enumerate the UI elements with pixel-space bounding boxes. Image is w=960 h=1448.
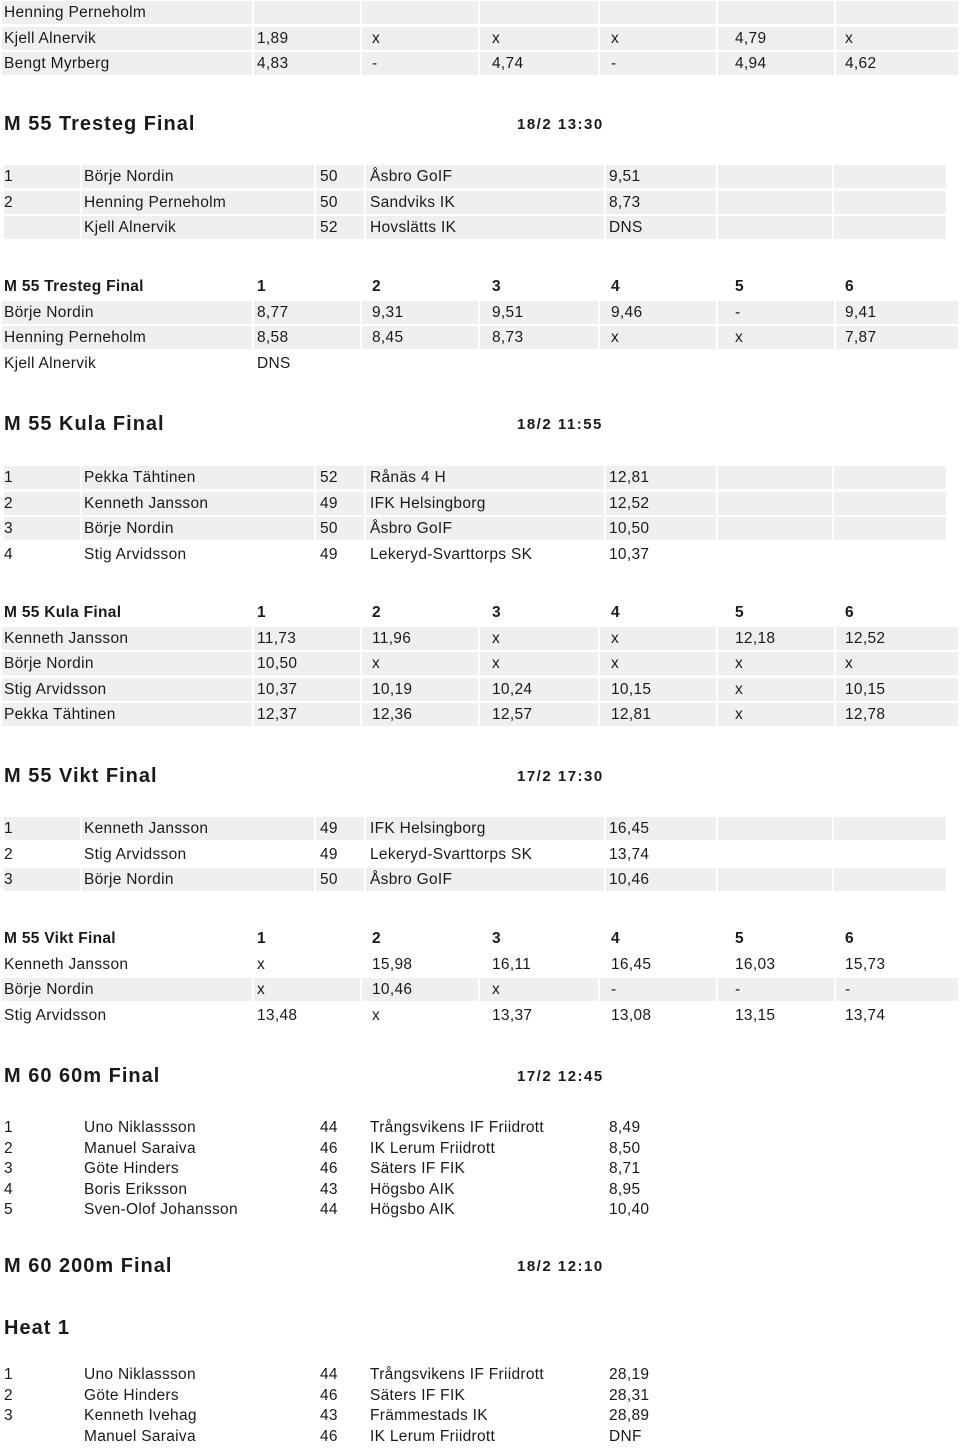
athlete-name: Göte Hinders [84, 1160, 179, 1178]
attempt-2: 10,19 [372, 680, 413, 698]
attempt-3: 12,57 [492, 706, 533, 723]
attempt-number: 6 [845, 930, 854, 947]
attempt-number: 6 [845, 278, 854, 295]
athlete-name: Bengt Myrberg [4, 55, 110, 72]
attempt-2: x [372, 655, 381, 672]
attempt-number: 5 [735, 604, 744, 621]
attempts-row [0, 352, 960, 375]
row-shading [836, 1, 958, 24]
attempts-row [0, 978, 960, 1001]
attempt-1: 10,37 [257, 680, 298, 698]
attempt-6: 13,74 [845, 1006, 886, 1024]
attempt-3: x [492, 655, 501, 672]
place: 3 [4, 1160, 13, 1178]
place: 1 [4, 469, 13, 486]
attempt-number: 4 [611, 278, 620, 295]
result: 28,31 [609, 1386, 650, 1404]
athlete-name: Sven-Olof Johansson [84, 1201, 238, 1219]
athlete-name: Pekka Tähtinen [4, 706, 116, 723]
row-shading [834, 165, 946, 188]
club: Högsbo AIK [370, 1180, 455, 1198]
place: 1 [4, 1366, 13, 1383]
attempts-row [0, 1004, 960, 1027]
event-name: M 55 Kula Final [4, 604, 122, 621]
row-shading [4, 492, 80, 515]
club: Åsbro GoIF [370, 520, 453, 538]
club: IK Lerum Friidrott [370, 1139, 496, 1157]
attempt-number: 2 [372, 604, 381, 621]
row-shading [4, 165, 80, 188]
age: 50 [320, 520, 338, 538]
row-shading [834, 191, 946, 214]
attempt-6: 9,41 [845, 303, 877, 321]
attempt-1: 12,37 [257, 706, 298, 723]
athlete-name: Henning Perneholm [4, 329, 147, 346]
attempt-1: x [257, 981, 266, 998]
attempt-number: 3 [492, 278, 501, 295]
athlete-name: Börje Nordin [4, 303, 94, 321]
result: 8,49 [609, 1119, 641, 1136]
result-row [0, 1198, 960, 1221]
row-shading [718, 517, 832, 540]
age: 46 [320, 1386, 338, 1404]
row-shading [836, 652, 958, 675]
row-shading [4, 817, 80, 840]
result: 28,19 [609, 1366, 650, 1383]
attempt-5: 12,18 [735, 629, 776, 647]
club: Rånäs 4 H [370, 469, 446, 486]
event-name: M 55 Tresteg Final [4, 278, 144, 295]
row-shading [834, 517, 946, 540]
age: 50 [320, 193, 338, 211]
event-name: M 55 Vikt Final [4, 930, 116, 947]
age: 46 [320, 1139, 338, 1157]
age: 52 [320, 469, 338, 486]
result: 28,89 [609, 1407, 650, 1425]
result-row [0, 1178, 960, 1201]
attempts-header-row [0, 927, 960, 950]
row-shading [836, 27, 958, 50]
athlete-name: Kenneth Jansson [84, 494, 209, 512]
attempt-number: 1 [257, 930, 266, 947]
row-shading [836, 978, 958, 1001]
place: 2 [4, 1139, 13, 1157]
attempt-3: x [492, 629, 501, 647]
athlete-name: Henning Perneholm [4, 4, 147, 21]
attempts-header-row [0, 275, 960, 298]
club: Lekeryd-Svarttorps SK [370, 845, 533, 863]
attempt-5: 13,15 [735, 1006, 776, 1024]
result: 13,74 [609, 845, 650, 863]
attempt-number: 3 [492, 604, 501, 621]
age: 43 [320, 1407, 338, 1425]
attempt-5: 4,79 [735, 29, 767, 47]
attempt-5: 4,94 [735, 55, 767, 72]
result-row [0, 1363, 960, 1386]
athlete-name: Kjell Alnervik [4, 354, 97, 372]
athlete-name: Manuel Saraiva [84, 1428, 196, 1446]
age: 52 [320, 219, 338, 237]
row-shading [4, 191, 80, 214]
result-row [0, 543, 960, 566]
age: 44 [320, 1366, 338, 1383]
attempt-3: x [492, 29, 501, 47]
attempt-1: 8,58 [257, 329, 289, 346]
club: Hovslätts IK [370, 219, 457, 237]
result: 8,73 [609, 193, 641, 211]
attempt-2: 9,31 [372, 303, 404, 321]
row-shading [600, 52, 716, 75]
athlete-name: Pekka Tähtinen [84, 469, 196, 486]
athlete-name: Börje Nordin [84, 871, 174, 889]
age: 49 [320, 845, 338, 863]
row-shading [600, 1, 716, 24]
club: Åsbro GoIF [370, 168, 453, 185]
result-row [0, 492, 960, 515]
attempt-3: 13,37 [492, 1006, 533, 1024]
result: 8,71 [609, 1160, 641, 1178]
result-row [0, 517, 960, 540]
attempt-3: 8,73 [492, 329, 524, 346]
place: 2 [4, 193, 13, 211]
row-shading [600, 978, 716, 1001]
attempt-number: 4 [611, 930, 620, 947]
row-shading [254, 1, 360, 24]
result: 8,50 [609, 1139, 641, 1157]
attempt-2: - [372, 55, 378, 72]
club: IFK Helsingborg [370, 820, 486, 837]
row-shading [834, 492, 946, 515]
club: Säters IF FIK [370, 1160, 466, 1178]
result-row [0, 216, 960, 239]
event-datetime: 17/2 12:45 [517, 1068, 604, 1085]
attempt-number: 2 [372, 278, 381, 295]
age: 49 [320, 494, 338, 512]
result: 10,46 [609, 871, 650, 889]
attempt-4: x [611, 655, 620, 672]
row-shading [718, 165, 832, 188]
athlete-name: Börje Nordin [4, 655, 94, 672]
attempt-4: - [611, 55, 617, 72]
attempt-6: 7,87 [845, 329, 877, 346]
event-title: M 55 Tresteg Final [4, 113, 196, 135]
attempt-3: 10,24 [492, 680, 533, 698]
athlete-name: Stig Arvidsson [84, 546, 187, 564]
athlete-name: Kenneth Jansson [4, 629, 129, 647]
result-row [0, 165, 960, 188]
club: Åsbro GoIF [370, 871, 453, 889]
row-shading [834, 466, 946, 489]
athlete-name: Stig Arvidsson [4, 680, 107, 698]
attempt-4: x [611, 29, 620, 47]
attempt-3: x [492, 981, 501, 998]
age: 46 [320, 1428, 338, 1446]
attempt-6: 12,52 [845, 629, 886, 647]
athlete-name: Kjell Alnervik [84, 219, 177, 237]
club: Trångsvikens IF Friidrott [370, 1366, 545, 1383]
attempt-number: 5 [735, 278, 744, 295]
attempt-4: x [611, 329, 620, 346]
club: Högsbo AIK [370, 1201, 455, 1219]
attempts-row [0, 703, 960, 726]
place: 1 [4, 820, 13, 837]
attempt-number: 1 [257, 604, 266, 621]
athlete-name: Göte Hinders [84, 1386, 179, 1404]
athlete-name: Kenneth Jansson [4, 955, 129, 973]
attempt-4: 12,81 [611, 706, 652, 723]
attempt-4: 16,45 [611, 955, 652, 973]
event-title: Heat 1 [4, 1317, 71, 1339]
event-datetime: 18/2 13:30 [517, 116, 604, 133]
attempts-row [0, 326, 960, 349]
athlete-name: Kjell Alnervik [4, 29, 97, 47]
attempts-row [0, 1, 960, 24]
row-shading [362, 52, 478, 75]
attempt-6: x [845, 655, 854, 672]
place: 4 [4, 546, 13, 564]
attempt-1: 8,77 [257, 303, 289, 321]
attempt-6: 15,73 [845, 955, 886, 973]
result-row [0, 191, 960, 214]
attempt-4: 13,08 [611, 1006, 652, 1024]
club: Trångsvikens IF Friidrott [370, 1119, 545, 1136]
place: 4 [4, 1180, 13, 1198]
attempt-2: 8,45 [372, 329, 404, 346]
place: 2 [4, 1386, 13, 1404]
attempt-number: 5 [735, 930, 744, 947]
attempt-5: - [735, 981, 741, 998]
club: Sandviks IK [370, 193, 456, 211]
attempt-2: x [372, 29, 381, 47]
club: IK Lerum Friidrott [370, 1428, 496, 1446]
row-shading [718, 1, 834, 24]
place: 2 [4, 845, 13, 863]
club: Lekeryd-Svarttorps SK [370, 546, 533, 564]
attempt-5: x [735, 329, 744, 346]
row-shading [4, 868, 80, 891]
place: 5 [4, 1201, 13, 1219]
age: 49 [320, 546, 338, 564]
attempts-row [0, 27, 960, 50]
event-title: M 60 200m Final [4, 1255, 173, 1277]
attempt-1: DNS [257, 354, 291, 372]
athlete-name: Henning Perneholm [84, 193, 227, 211]
result-row [0, 868, 960, 891]
attempt-6: - [845, 981, 851, 998]
attempt-3: 9,51 [492, 303, 524, 321]
athlete-name: Börje Nordin [84, 520, 174, 538]
attempt-5: x [735, 655, 744, 672]
athlete-name: Kenneth Ivehag [84, 1407, 197, 1425]
attempt-1: 10,50 [257, 655, 298, 672]
row-shading [254, 978, 360, 1001]
athlete-name: Uno Niklassson [84, 1119, 196, 1136]
attempt-number: 1 [257, 278, 266, 295]
event-title: M 55 Vikt Final [4, 765, 158, 787]
result: DNF [609, 1428, 642, 1446]
row-shading [834, 868, 946, 891]
row-shading [718, 216, 832, 239]
attempt-6: 4,62 [845, 55, 877, 72]
age: 49 [320, 820, 338, 837]
attempt-number: 2 [372, 930, 381, 947]
attempts-row [0, 627, 960, 650]
result: 8,95 [609, 1180, 641, 1198]
club: Främmestads IK [370, 1407, 488, 1425]
event-datetime: 18/2 12:10 [517, 1258, 604, 1275]
attempt-1: x [257, 955, 266, 973]
attempts-header-row [0, 601, 960, 624]
result-row [0, 843, 960, 866]
row-shading [718, 868, 832, 891]
row-shading [834, 817, 946, 840]
attempt-5: x [735, 706, 744, 723]
row-shading [362, 1, 478, 24]
row-shading [4, 216, 80, 239]
club: Säters IF FIK [370, 1386, 466, 1404]
result: 16,45 [609, 820, 650, 837]
event-title: M 55 Kula Final [4, 413, 165, 435]
row-shading [718, 817, 832, 840]
attempt-6: 10,15 [845, 680, 886, 698]
attempts-row [0, 301, 960, 324]
attempt-2: 10,46 [372, 981, 413, 998]
attempt-2: 12,36 [372, 706, 413, 723]
attempt-3: 16,11 [492, 955, 532, 973]
place: 1 [4, 1119, 13, 1136]
age: 43 [320, 1180, 338, 1198]
attempt-1: 4,83 [257, 55, 289, 72]
club: IFK Helsingborg [370, 494, 486, 512]
attempt-5: x [735, 680, 744, 698]
athlete-name: Boris Eriksson [84, 1180, 188, 1198]
age: 50 [320, 168, 338, 185]
attempt-4: x [611, 629, 620, 647]
event-title: M 60 60m Final [4, 1065, 161, 1087]
result: 12,81 [609, 469, 650, 486]
row-shading [4, 466, 80, 489]
event-datetime: 18/2 11:55 [517, 416, 603, 433]
result: 10,40 [609, 1201, 650, 1219]
attempt-5: - [735, 303, 741, 321]
result: 10,50 [609, 520, 650, 538]
row-shading [480, 1, 598, 24]
result-row [0, 1116, 960, 1139]
age: 50 [320, 871, 338, 889]
attempt-4: 10,15 [611, 680, 652, 698]
athlete-name: Uno Niklassson [84, 1366, 196, 1383]
result: DNS [609, 219, 643, 237]
attempts-row [0, 678, 960, 701]
attempt-1: 1,89 [257, 29, 289, 47]
attempt-number: 4 [611, 604, 620, 621]
place: 3 [4, 1407, 13, 1425]
attempt-2: 11,96 [372, 629, 412, 647]
result: 12,52 [609, 494, 650, 512]
attempt-number: 3 [492, 930, 501, 947]
result-row [0, 1404, 960, 1427]
athlete-name: Kenneth Jansson [84, 820, 209, 837]
attempts-row [0, 652, 960, 675]
attempt-number: 6 [845, 604, 854, 621]
place: 2 [4, 494, 13, 512]
attempts-row [0, 953, 960, 976]
attempt-4: - [611, 981, 617, 998]
athlete-name: Börje Nordin [4, 981, 94, 998]
athlete-name: Manuel Saraiva [84, 1139, 196, 1157]
event-datetime: 17/2 17:30 [517, 768, 604, 785]
result-row [0, 817, 960, 840]
result-row [0, 1157, 960, 1180]
row-shading [718, 492, 832, 515]
result: 10,37 [609, 546, 650, 564]
attempt-1: 13,48 [257, 1006, 298, 1024]
attempt-4: 9,46 [611, 303, 643, 321]
attempt-6: x [845, 29, 854, 47]
attempt-2: 15,98 [372, 955, 413, 973]
place: 3 [4, 520, 13, 538]
row-shading [718, 191, 832, 214]
result-row [0, 1137, 960, 1160]
attempt-6: 12,78 [845, 706, 886, 723]
athlete-name: Börje Nordin [84, 168, 174, 185]
row-shading [4, 517, 80, 540]
age: 46 [320, 1160, 338, 1178]
row-shading [718, 466, 832, 489]
attempt-1: 11,73 [257, 629, 297, 647]
place: 3 [4, 871, 13, 889]
place: 1 [4, 168, 13, 185]
result: 9,51 [609, 168, 641, 185]
result-row [0, 1384, 960, 1407]
result-row [0, 466, 960, 489]
athlete-name: Stig Arvidsson [4, 1006, 107, 1024]
row-shading [834, 216, 946, 239]
attempt-5: 16,03 [735, 955, 776, 973]
age: 44 [320, 1201, 338, 1219]
athlete-name: Stig Arvidsson [84, 845, 187, 863]
result-row [0, 1425, 960, 1448]
attempt-3: 4,74 [492, 55, 524, 72]
attempts-row [0, 52, 960, 75]
age: 44 [320, 1119, 338, 1136]
attempt-2: x [372, 1006, 381, 1024]
